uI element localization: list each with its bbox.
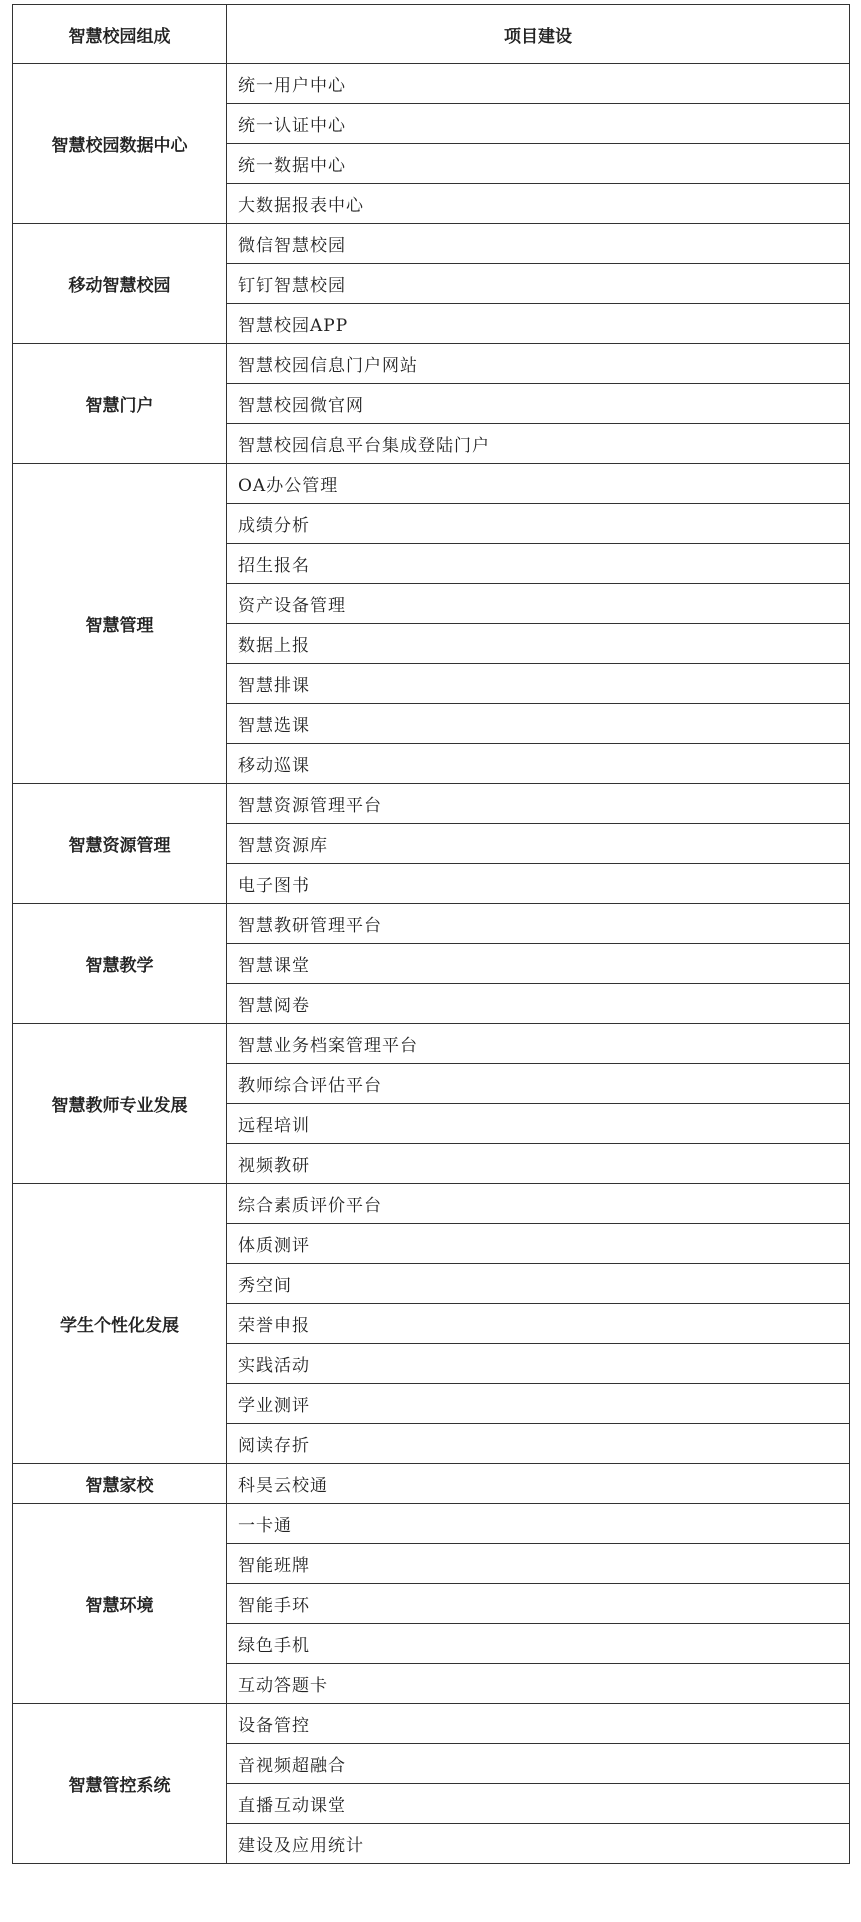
- table-row: [13, 464, 850, 504]
- project-item-cell: 直播互动课堂: [227, 1784, 850, 1824]
- project-item-cell: 智慧课堂: [227, 944, 850, 984]
- category-cell: 学生个性化发展: [13, 1184, 227, 1464]
- table-row: [13, 904, 850, 944]
- project-item-cell: 大数据报表中心: [227, 184, 850, 224]
- category-cell: 智慧教师专业发展: [13, 1024, 227, 1184]
- category-cell: 移动智慧校园: [13, 224, 227, 344]
- table-row: [13, 224, 850, 264]
- project-item-cell: 微信智慧校园: [227, 224, 850, 264]
- category-cell: 智慧教学: [13, 904, 227, 1024]
- project-item-cell: 互动答题卡: [227, 1664, 850, 1704]
- category-cell: 智慧管理: [13, 464, 227, 784]
- project-item-cell: 学业测评: [227, 1384, 850, 1424]
- category-cell: 智慧门户: [13, 344, 227, 464]
- table-row: [13, 1184, 850, 1224]
- header-project: 项目建设: [227, 5, 850, 64]
- project-item-cell: 成绩分析: [227, 504, 850, 544]
- project-item-cell: 智慧排课: [227, 664, 850, 704]
- category-cell: 智慧管控系统: [13, 1704, 227, 1864]
- project-item-cell: 实践活动: [227, 1344, 850, 1384]
- project-item-cell: 智慧业务档案管理平台: [227, 1024, 850, 1064]
- project-item-cell: OA办公管理: [227, 464, 850, 504]
- project-item-cell: 远程培训: [227, 1104, 850, 1144]
- project-item-cell: 电子图书: [227, 864, 850, 904]
- project-item-cell: 移动巡课: [227, 744, 850, 784]
- project-item-cell: 智慧校园微官网: [227, 384, 850, 424]
- project-item-cell: 科昊云校通: [227, 1464, 850, 1504]
- project-item-cell: 智慧校园信息门户网站: [227, 344, 850, 384]
- project-item-cell: 一卡通: [227, 1504, 850, 1544]
- table-row: [13, 784, 850, 824]
- project-item-cell: 建设及应用统计: [227, 1824, 850, 1864]
- project-item-cell: 统一认证中心: [227, 104, 850, 144]
- project-item-cell: 阅读存折: [227, 1424, 850, 1464]
- project-item-cell: 智能班牌: [227, 1544, 850, 1584]
- header-row: [13, 5, 850, 64]
- smart-campus-table: [12, 4, 850, 1864]
- project-item-cell: 数据上报: [227, 624, 850, 664]
- project-item-cell: 智慧教研管理平台: [227, 904, 850, 944]
- project-item-cell: 秀空间: [227, 1264, 850, 1304]
- table-row: [13, 64, 850, 104]
- project-item-cell: 绿色手机: [227, 1624, 850, 1664]
- project-item-cell: 资产设备管理: [227, 584, 850, 624]
- project-item-cell: 设备管控: [227, 1704, 850, 1744]
- project-item-cell: 统一数据中心: [227, 144, 850, 184]
- project-item-cell: 智慧校园信息平台集成登陆门户: [227, 424, 850, 464]
- category-cell: 智慧校园数据中心: [13, 64, 227, 224]
- table-row: [13, 1504, 850, 1544]
- project-item-cell: 钉钉智慧校园: [227, 264, 850, 304]
- project-item-cell: 智慧校园APP: [227, 304, 850, 344]
- project-item-cell: 体质测评: [227, 1224, 850, 1264]
- category-cell: 智慧资源管理: [13, 784, 227, 904]
- header-composition: 智慧校园组成: [13, 5, 227, 64]
- project-item-cell: 智慧选课: [227, 704, 850, 744]
- project-item-cell: 荣誉申报: [227, 1304, 850, 1344]
- table-row: [13, 1464, 850, 1504]
- table-row: [13, 1024, 850, 1064]
- project-item-cell: 智慧阅卷: [227, 984, 850, 1024]
- project-item-cell: 统一用户中心: [227, 64, 850, 104]
- project-item-cell: 视频教研: [227, 1144, 850, 1184]
- table-row: [13, 344, 850, 384]
- project-item-cell: 智慧资源库: [227, 824, 850, 864]
- project-item-cell: 教师综合评估平台: [227, 1064, 850, 1104]
- project-item-cell: 综合素质评价平台: [227, 1184, 850, 1224]
- project-item-cell: 音视频超融合: [227, 1744, 850, 1784]
- category-cell: 智慧环境: [13, 1504, 227, 1704]
- project-item-cell: 招生报名: [227, 544, 850, 584]
- category-cell: 智慧家校: [13, 1464, 227, 1504]
- project-item-cell: 智慧资源管理平台: [227, 784, 850, 824]
- table-body: [13, 64, 850, 1864]
- table-row: [13, 1704, 850, 1744]
- project-item-cell: 智能手环: [227, 1584, 850, 1624]
